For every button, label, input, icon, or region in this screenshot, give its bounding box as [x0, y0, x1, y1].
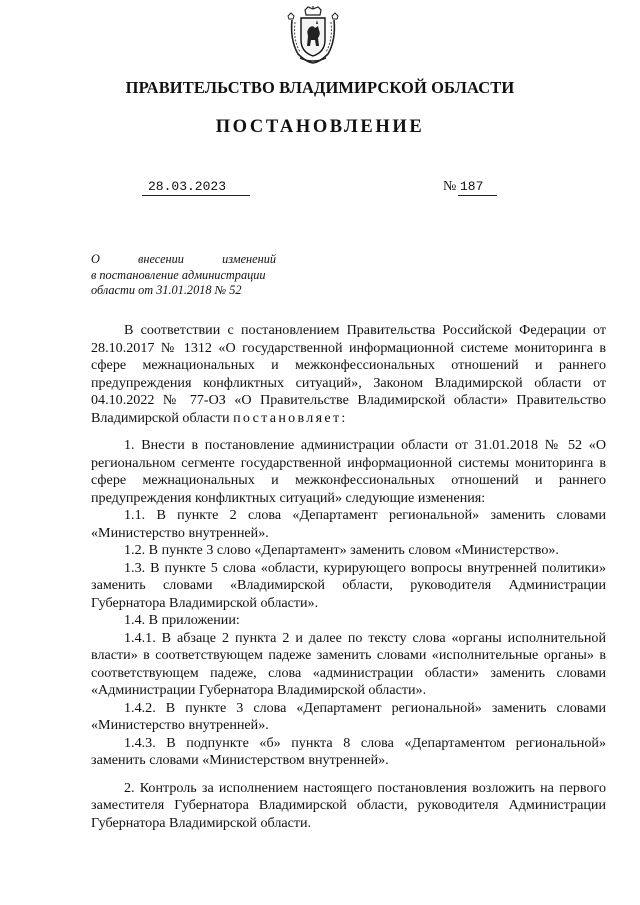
subject-line: О внесении изменений	[91, 252, 276, 266]
coat-of-arms-icon	[286, 6, 340, 64]
subject-line: области от 31.01.2018 № 52	[91, 283, 242, 297]
paragraph: 1.4.2. В пункте 3 слова «Департамент региональной» заменить словами «Министерство внутренней».	[91, 699, 606, 733]
paragraph: 1.1. В пункте 2 слова «Департамент региональной» заменить словами «Министерство внутренней».	[91, 507, 606, 541]
paragraph: 1.4. В приложении:	[124, 612, 240, 628]
number-sign: №	[443, 179, 457, 194]
document-number: 187	[458, 178, 497, 196]
paragraph: 1.4.1. В абзаце 2 пункта 2 и далее по тексту слова «органы исполнительной власти» в соответствующем падеже заменить словами «исполнительные органы» в соответствующем падеже, слова «администрации области» заменить словами «Администрации Губернатора Владимирской области».	[91, 629, 606, 698]
paragraph: 1.3. В пункте 5 слова «области, курирующего вопросы внутренней политики» заменить словами «Владимирской области, руководителя Администрации Губернатора Владимирской области».	[91, 559, 606, 611]
document-type: ПОСТАНОВЛЕНИЕ	[215, 117, 425, 137]
document-body	[91, 322, 606, 832]
document-subject	[91, 252, 276, 299]
paragraph: 1.2. В пункте 3 слово «Департамент» заменить словом «Министерство».	[124, 542, 559, 558]
paragraph: 1. Внести в постановление администрации области от 31.01.2018 № 52 «О региональном сегменте государственной информационной системы мониторинга в сфере межнациональных и межконфессиональных отношений и раннего предупреждения конфликтных ситуаций» следующие изменения:	[91, 437, 606, 506]
preamble-text: В соответствии с постановлением Правительства Российской Федерации от 28.10.2017 № 1312 «О государственной информационной системе мониторинга в сфере межнациональных и межконфессиональных отношений и раннего предупреждения конфликтных ситуаций», Законом Владимирской области от 04.10.2022 № 77-ОЗ «О Правительстве Владимирской области» Правительство Владимирской области	[91, 322, 606, 426]
government-name: ПРАВИТЕЛЬСТВО ВЛАДИМИРСКОЙ ОБЛАСТИ	[125, 78, 515, 97]
paragraph: 1.4.3. В подпункте «б» пункта 8 слова «Департаментом региональной» заменить словами «Министерством внутренней».	[91, 734, 606, 768]
subject-line: в постановление администрации	[91, 267, 266, 282]
paragraph: 2. Контроль за исполнением настоящего постановления возложить на первого заместителя Губернатора Владимирской области, руководителя Администрации Губернатора Владимирской области.	[91, 779, 606, 831]
document-date: 28.03.2023	[142, 178, 250, 196]
preamble-paragraph	[91, 322, 606, 427]
resolves-word: постановляет:	[233, 409, 348, 426]
